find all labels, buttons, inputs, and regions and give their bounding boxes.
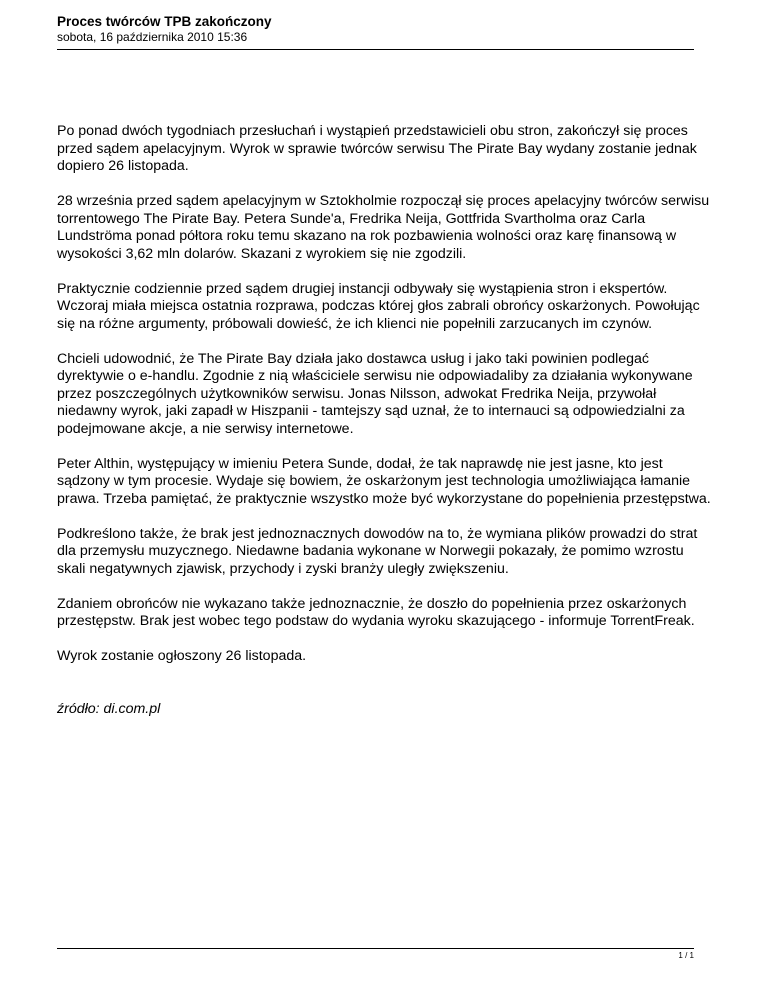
paragraph-1: Po ponad dwóch tygodniach przesłuchań i wystąpień przedstawicieli obu stron, zakończył się proces przed sądem apelacyjnym. Wyrok w sprawie twórców serwisu The Pirate Bay wydany zostanie jednak dopiero 26 listopada.: [57, 123, 697, 174]
article-title: Proces twórców TPB zakończony: [57, 14, 272, 29]
header-divider: [57, 49, 694, 50]
paragraph-5: Peter Althin, występujący w imieniu Petera Sunde, dodał, że tak naprawdę nie jest jasne, kto jest sądzony w tym procesie. Wydaje się bowiem, że oskarżonym jest technologia umożliwiająca łamanie prawa. Trzeba pamiętać, że praktycznie wszystko może być wykorzystane do popełnienia przestępstwa.: [57, 455, 711, 507]
article-body: [57, 123, 711, 736]
paragraph-7: Zdaniem obrońców nie wykazano także jednoznacznie, że doszło do popełnienia przez oskarżonych przestępstw. Brak jest wobec tego podstaw do wydania wyroku skazującego - informuje TorrentFreak.: [57, 595, 695, 629]
footer-divider: [57, 948, 694, 949]
paragraph-8: Wyrok zostanie ogłoszony 26 listopada.: [57, 648, 307, 664]
paragraph-4: Chcieli udowodnić, że The Pirate Bay działa jako dostawca usług i jako taki powinien podlegać dyrektywie o e-handlu. Zgodnie z nią właściciele serwisu nie odpowiadaliby za działania wykonywane przez poszczególnych użytkowników serwisu. Jonas Nilsson, adwokat Fredrika Neija, przywołał niedawny wyrok, jaki zapadł w Hiszpanii - tamtejszy sąd uznał, że to internauci są odpowiedzialni za podejmowane akcje, a nie serwisy internetowe.: [57, 350, 693, 437]
paragraph-3: Praktycznie codziennie przed sądem drugiej instancji odbywały się wystąpienia stron i ekspertów. Wczoraj miała miejsca ostatnia rozprawa, podczas której głos zabrali obrońcy oskarżonych. Powołując się na różne argumenty, próbowali dowieść, że ich klienci nie popełnili zarzucanych im czynów.: [57, 280, 700, 332]
article-date: sobota, 16 października 2010 15:36: [57, 30, 248, 44]
article-source: źródło: di.com.pl: [57, 700, 161, 717]
document-header: [57, 14, 694, 44]
page-number: 1 / 1: [678, 951, 694, 960]
paragraph-6: Podkreślono także, że brak jest jednoznacznych dowodów na to, że wymiana plików prowadzi do strat dla przemysłu muzycznego. Niedawne badania wykonane w Norwegii pokazały, że pomimo wzrostu skali negatywnych zjawisk, przychody i zyski branży uległy zwiększeniu.: [57, 525, 698, 577]
paragraph-2: 28 września przed sądem apelacyjnym w Sztokholmie rozpoczął się proces apelacyjny twórców serwisu torrentowego The Pirate Bay. Petera Sunde'a, Fredrika Neija, Gottfrida Svartholma oraz Carla Lundströma ponad półtora roku temu skazano na rok pozbawienia wolności oraz karę finansową w wysokości 3,62 mln dolarów. Skazani z wyrokiem się nie zgodzili.: [57, 193, 710, 262]
